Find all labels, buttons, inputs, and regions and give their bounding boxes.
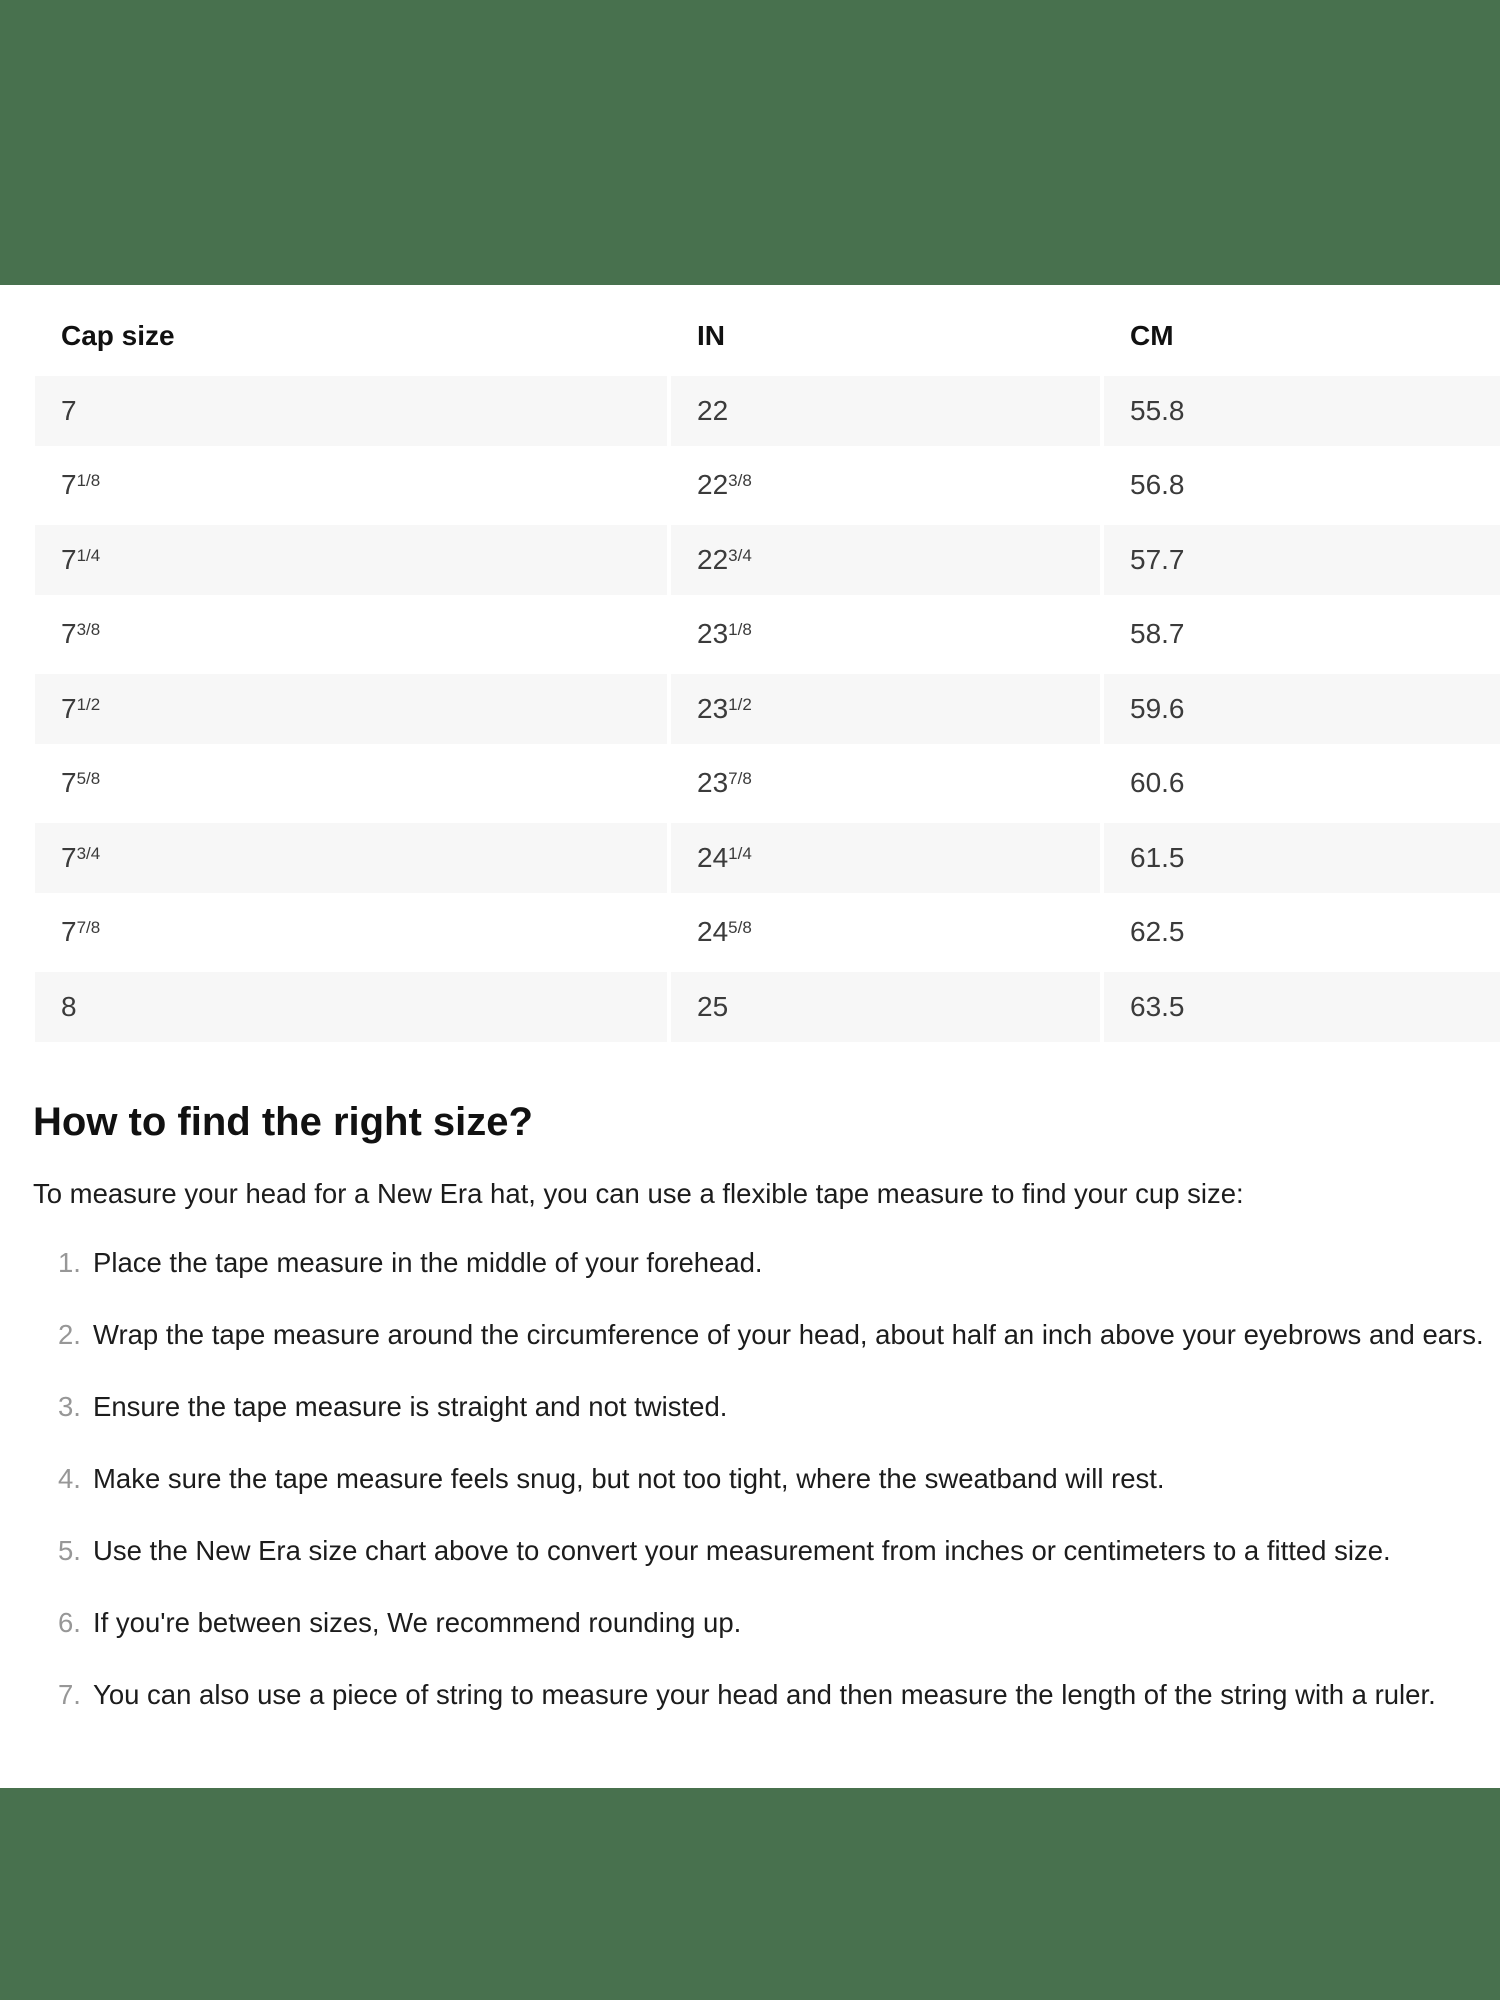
size-value: 7 bbox=[61, 767, 77, 799]
inches-cell bbox=[671, 525, 1100, 596]
inches-cell bbox=[671, 823, 1100, 894]
cap-size-cell bbox=[35, 376, 667, 447]
cm-cell bbox=[1104, 376, 1500, 447]
fraction-superscript: 1/8 bbox=[728, 620, 752, 640]
cap-size-cell bbox=[35, 599, 667, 670]
size-value: 60.6 bbox=[1130, 767, 1185, 799]
step-number: 5. bbox=[58, 1535, 81, 1566]
col-header-cm: CM bbox=[1104, 301, 1500, 372]
size-value: 7 bbox=[61, 916, 77, 948]
step-number: 7. bbox=[58, 1679, 81, 1710]
inches-cell bbox=[671, 972, 1100, 1043]
step-text: Place the tape measure in the middle of your forehead. bbox=[93, 1247, 763, 1278]
step-number: 3. bbox=[58, 1391, 81, 1422]
size-chart-body bbox=[35, 376, 1500, 1043]
cm-cell bbox=[1104, 972, 1500, 1043]
fraction-superscript: 1/2 bbox=[76, 694, 101, 714]
step-text: You can also use a piece of string to measure your head and then measure the length of the string with a ruler. bbox=[93, 1679, 1436, 1710]
size-value: 7 bbox=[61, 841, 77, 873]
fraction-superscript: 3/4 bbox=[76, 843, 101, 863]
step-text: Wrap the tape measure around the circumference of your head, about half an inch above your eyebrows and ears. bbox=[93, 1319, 1484, 1350]
inches-cell bbox=[671, 674, 1100, 745]
cap-size-cell bbox=[35, 897, 667, 968]
size-value: 58.7 bbox=[1130, 618, 1185, 650]
fraction-superscript: 3/8 bbox=[76, 620, 101, 640]
bottom-green-banner bbox=[0, 1788, 1500, 2000]
cap-size-cell bbox=[35, 823, 667, 894]
fraction-superscript: 3/8 bbox=[728, 471, 752, 491]
table-row bbox=[35, 525, 1500, 596]
fraction-superscript: 7/8 bbox=[728, 769, 752, 789]
fraction-superscript: 1/4 bbox=[728, 843, 752, 863]
col-header-in: IN bbox=[671, 301, 1100, 372]
table-row bbox=[35, 450, 1500, 521]
cap-size-cell bbox=[35, 748, 667, 819]
step-text: If you're between sizes, We recommend rounding up. bbox=[93, 1607, 742, 1638]
table-row bbox=[35, 748, 1500, 819]
step-item bbox=[0, 1531, 1500, 1571]
step-number: 6. bbox=[58, 1607, 81, 1638]
size-value: 7 bbox=[61, 692, 77, 724]
fraction-superscript: 1/2 bbox=[728, 694, 752, 714]
size-value: 25 bbox=[697, 990, 729, 1022]
col-header-cap-size: Cap size bbox=[35, 301, 667, 372]
cm-cell bbox=[1104, 748, 1500, 819]
fraction-superscript: 5/8 bbox=[76, 769, 101, 789]
size-value: 22 bbox=[697, 394, 729, 426]
table-row bbox=[35, 823, 1500, 894]
step-text: Ensure the tape measure is straight and not twisted. bbox=[93, 1391, 728, 1422]
inches-cell bbox=[671, 450, 1100, 521]
size-value: 57.7 bbox=[1130, 543, 1185, 575]
size-value: 8 bbox=[61, 990, 77, 1022]
table-row bbox=[35, 599, 1500, 670]
cap-size-cell bbox=[35, 450, 667, 521]
step-number: 4. bbox=[58, 1463, 81, 1494]
size-value: 23 bbox=[697, 692, 729, 724]
cm-cell bbox=[1104, 897, 1500, 968]
size-value: 59.6 bbox=[1130, 692, 1185, 724]
inches-cell bbox=[671, 599, 1100, 670]
top-green-banner bbox=[0, 0, 1500, 285]
size-value: 56.8 bbox=[1130, 469, 1185, 501]
cap-size-cell bbox=[35, 972, 667, 1043]
size-value: 55.8 bbox=[1130, 394, 1185, 426]
step-item bbox=[0, 1315, 1500, 1355]
section-heading: How to find the right size? bbox=[33, 1100, 533, 1144]
intro-paragraph: To measure your head for a New Era hat, you can use a flexible tape measure to find your cup size: bbox=[33, 1178, 1244, 1209]
inches-cell bbox=[671, 897, 1100, 968]
fraction-superscript: 1/8 bbox=[76, 471, 101, 491]
step-item bbox=[0, 1387, 1500, 1427]
size-value: 61.5 bbox=[1130, 841, 1185, 873]
size-value: 63.5 bbox=[1130, 990, 1185, 1022]
table-row bbox=[35, 972, 1500, 1043]
size-value: 23 bbox=[697, 618, 729, 650]
size-value: 22 bbox=[697, 469, 729, 501]
step-item bbox=[0, 1675, 1500, 1715]
size-value: 24 bbox=[697, 916, 729, 948]
size-value: 7 bbox=[61, 394, 77, 426]
step-item bbox=[0, 1459, 1500, 1499]
size-value: 24 bbox=[697, 841, 729, 873]
step-item bbox=[0, 1603, 1500, 1643]
table-row bbox=[35, 897, 1500, 968]
size-value: 7 bbox=[61, 618, 77, 650]
cap-size-cell bbox=[35, 525, 667, 596]
cm-cell bbox=[1104, 525, 1500, 596]
fraction-superscript: 5/8 bbox=[728, 918, 752, 938]
steps-list bbox=[0, 1243, 1500, 1747]
size-value: 7 bbox=[61, 469, 77, 501]
step-item bbox=[0, 1243, 1500, 1283]
fraction-superscript: 3/4 bbox=[728, 545, 752, 565]
cm-cell bbox=[1104, 450, 1500, 521]
size-chart-table bbox=[31, 297, 1500, 1046]
size-value: 22 bbox=[697, 543, 729, 575]
size-value: 7 bbox=[61, 543, 77, 575]
table-row bbox=[35, 376, 1500, 447]
step-number: 2. bbox=[58, 1319, 81, 1350]
size-chart-header bbox=[35, 301, 1500, 372]
step-text: Use the New Era size chart above to convert your measurement from inches or centimeters to a fitted size. bbox=[93, 1535, 1391, 1566]
step-number: 1. bbox=[58, 1247, 81, 1278]
step-text: Make sure the tape measure feels snug, but not too tight, where the sweatband will rest. bbox=[93, 1463, 1165, 1494]
size-value: 23 bbox=[697, 767, 729, 799]
cm-cell bbox=[1104, 599, 1500, 670]
header-row bbox=[35, 301, 1500, 372]
cap-size-cell bbox=[35, 674, 667, 745]
cm-cell bbox=[1104, 823, 1500, 894]
table-row bbox=[35, 674, 1500, 745]
cm-cell bbox=[1104, 674, 1500, 745]
inches-cell bbox=[671, 376, 1100, 447]
size-value: 62.5 bbox=[1130, 916, 1185, 948]
fraction-superscript: 7/8 bbox=[76, 918, 101, 938]
inches-cell bbox=[671, 748, 1100, 819]
fraction-superscript: 1/4 bbox=[76, 545, 101, 565]
